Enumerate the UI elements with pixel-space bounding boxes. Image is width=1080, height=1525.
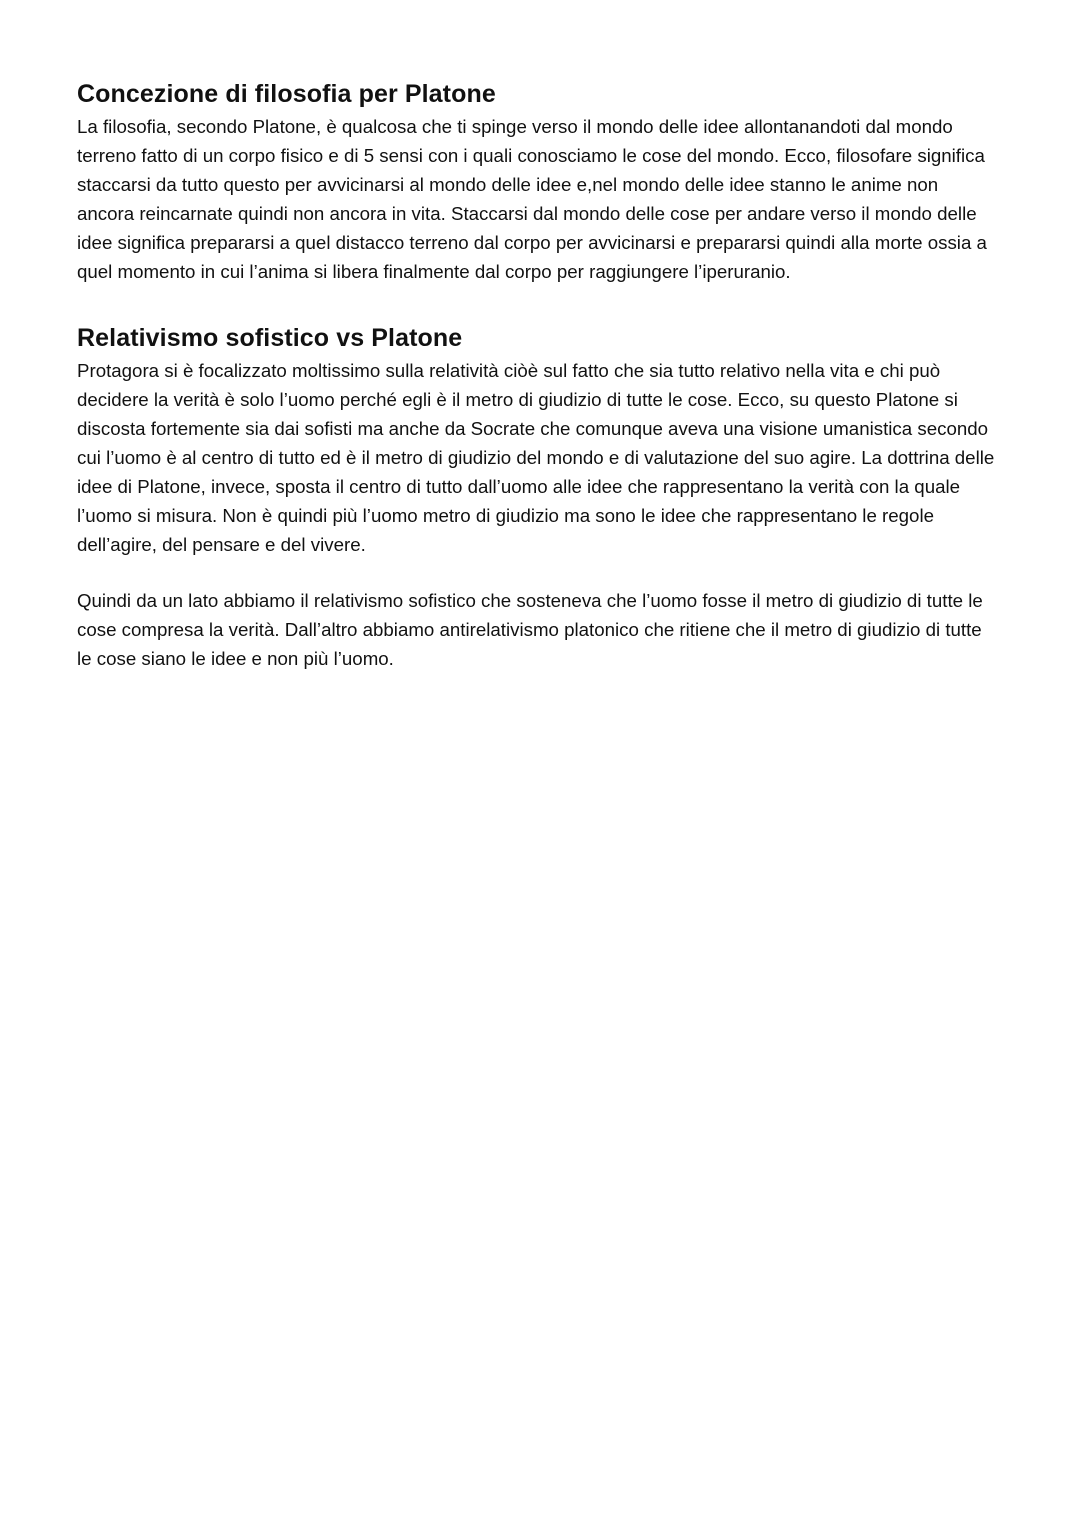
paragraph: La filosofia, secondo Platone, è qualcosa che ti spinge verso il mondo delle idee allontanandoti dal mondo terreno fatto di un corpo fisico e di 5 sensi con i quali conosciamo le cose del mondo. Ecco, filosofare significa staccarsi da tutto questo per avvicinarsi al mondo delle idee e,nel mondo delle idee stanno le anime non ancora reincarnate quindi non ancora in vita. Staccarsi dal mondo delle cose per andare verso il mondo delle idee significa prepararsi a quel distacco terreno dal corpo per avvicinarsi e prepararsi quindi alla morte ossia a quel momento in cui l’anima si libera finalmente dal corpo per raggiungere l’iperuranio.	[77, 116, 987, 282]
paragraph: Quindi da un lato abbiamo il relativismo sofistico che sosteneva che l’uomo fosse il metro di giudizio di tutte le cose compresa la verità. Dall’altro abbiamo antirelativismo platonico che ritiene che il metro di giudizio di tutte le cose siano le idee e non più l’uomo.	[77, 590, 983, 669]
section-relativismo-sofistico	[77, 322, 1000, 673]
section-title: Relativismo sofistico vs Platone	[77, 324, 463, 352]
section-concezione-filosofia	[77, 78, 1000, 286]
section-title: Concezione di filosofia per Platone	[77, 80, 496, 108]
paragraph: Protagora si è focalizzato moltissimo sulla relatività ciòè sul fatto che sia tutto relativo nella vita e chi può decidere la verità è solo l’uomo perché egli è il metro di giudizio di tutte le cose. Ecco, su questo Platone si discosta fortemente sia dai sofisti ma anche da Socrate che comunque aveva una visione umanistica secondo cui l’uomo è al centro di tutto ed è il metro di giudizio del mondo e di valutazione del suo agire. La dottrina delle idee di Platone, invece, sposta il centro di tutto dall’uomo alle idee che rappresentano la verità con la quale l’uomo si misura. Non è quindi più l’uomo metro di giudizio ma sono le idee che rappresentano le regole dell’agire, del pensare e del vivere.	[77, 360, 995, 555]
